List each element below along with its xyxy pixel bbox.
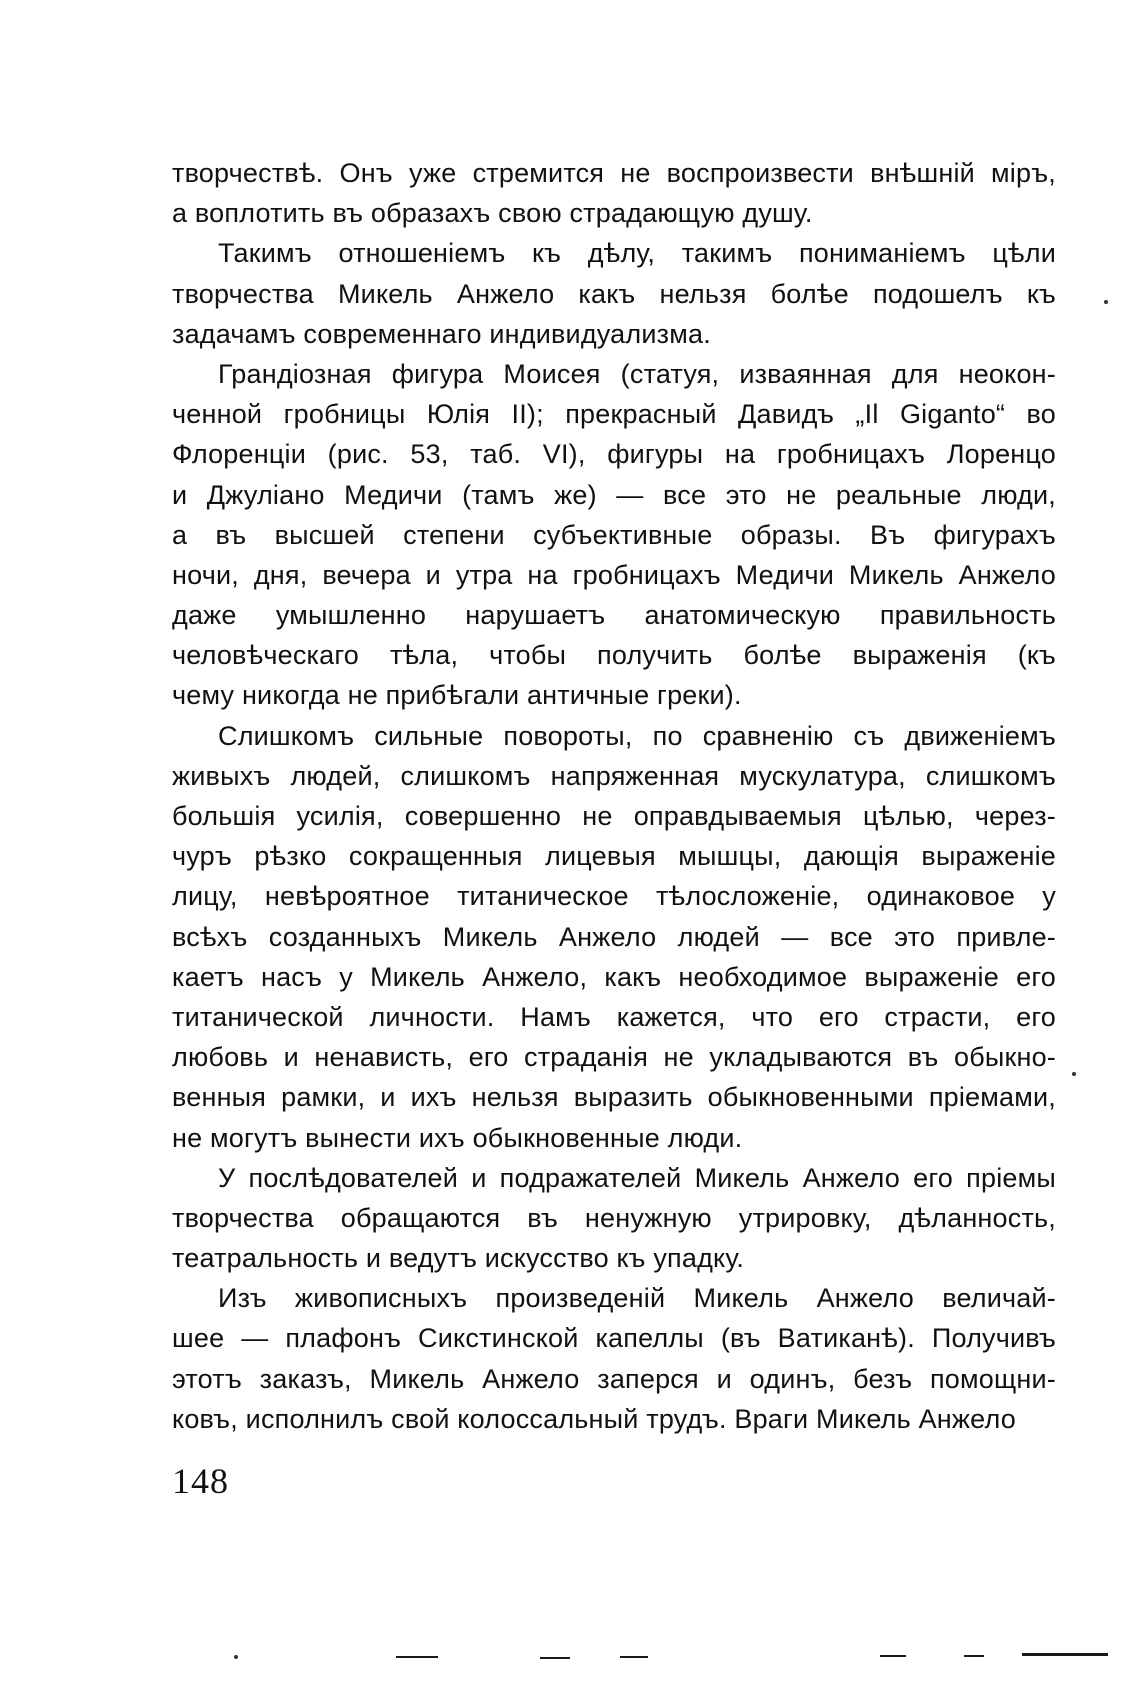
text-line: Изъ живописныхъ произведеній Микель Анжело величай-: [218, 1283, 1056, 1314]
text-line: даже умышленно нарушаетъ анатомическую правильность: [172, 600, 1056, 631]
scan-artifact: [1022, 1653, 1108, 1656]
text-line: творчествѣ. Онъ уже стремится не воспроизвести внѣшній міръ,: [172, 158, 1056, 188]
scan-artifact: [540, 1657, 570, 1659]
text-line: живыхъ людей, слишкомъ напряженная мускулатура, слишкомъ: [172, 760, 1056, 791]
text-line: венныя рамки, и ихъ нельзя выразить обыкновенными пріемами,: [172, 1082, 1056, 1113]
text-line: этотъ заказъ, Микель Анжело заперся и одинъ, безъ помощни-: [172, 1363, 1056, 1394]
paragraph: [172, 1158, 1056, 1279]
text-line: чуръ рѣзко сокращенныя лицевыя мышцы, дающія выраженіе: [172, 841, 1056, 872]
text-line: Такимъ отношеніемъ къ дѣлу, такимъ пониманіемъ цѣли: [218, 238, 1056, 269]
text-line: творчества обращаются въ ненужную утрировку, дѣланность,: [172, 1202, 1056, 1233]
paragraph: [172, 716, 1056, 1158]
text-line: всѣхъ созданныхъ Микель Анжело людей — все это привле-: [172, 921, 1056, 952]
text-line: любовь и ненависть, его страданія не укладываются въ обыкно-: [172, 1042, 1056, 1073]
scan-artifact: [620, 1656, 648, 1658]
text-line: театральность и ведутъ искусство къ упадку.: [172, 1243, 745, 1274]
text-line: ковъ, исполнилъ свой колоссальный трудъ. Враги Микель Анжело: [172, 1403, 1016, 1434]
text-line: лицу, невѣроятное титаническое тѣлосложеніе, одинаковое у: [172, 881, 1056, 912]
paragraph: [172, 233, 1056, 354]
text-line: ченной гробницы Юлія II); прекрасный Давидъ „Il Giganto“ во: [172, 399, 1056, 430]
scan-artifact: [1104, 300, 1108, 304]
scan-artifact: [964, 1655, 984, 1657]
scan-artifact: [880, 1655, 906, 1657]
text-line: и Джуліано Медичи (тамъ же) — все это не реальные люди,: [172, 479, 1056, 510]
text-line: чему никогда не прибѣгали античные греки).: [172, 680, 742, 711]
text-line: каетъ насъ у Микель Анжело, какъ необходимое выраженіе его: [172, 961, 1056, 992]
text-line: Слишкомъ сильные повороты, по сравненію съ движеніемъ: [218, 720, 1056, 751]
body-text: [172, 153, 1056, 1439]
paragraph: [172, 354, 1056, 716]
text-line: титанической личности. Намъ кажется, что его страсти, его: [172, 1001, 1056, 1032]
scan-artifact: [1072, 1072, 1076, 1076]
page-number: 148: [172, 1461, 229, 1501]
text-line: человѣческаго тѣла, чтобы получить болѣе выраженія (къ: [172, 640, 1056, 671]
text-line: большія усилія, совершенно не оправдываемыя цѣлью, через-: [172, 801, 1056, 831]
text-line: У послѣдователей и подражателей Микель Анжело его пріемы: [218, 1162, 1056, 1193]
text-line: не могутъ вынести ихъ обыкновенные люди.: [172, 1122, 743, 1153]
text-line: Флоренціи (рис. 53, таб. VI), фигуры на гробницахъ Лоренцо: [172, 439, 1056, 470]
text-line: ночи, дня, вечера и утра на гробницахъ Медичи Микель Анжело: [172, 559, 1056, 590]
text-line: Грандіозная фигура Моисея (статуя, изваянная для неокон-: [218, 358, 1056, 389]
paragraph: [172, 153, 1056, 233]
text-line: творчества Микель Анжело какъ нельзя болѣе подошелъ къ: [172, 278, 1056, 309]
text-line: а воплотить въ образахъ свою страдающую душу.: [172, 198, 813, 229]
scan-artifact: [396, 1656, 438, 1658]
paragraph: [172, 1278, 1056, 1439]
text-line: а въ высшей степени субъективные образы. Въ фигурахъ: [172, 519, 1056, 550]
text-line: задачамъ современнаго индивидуализма.: [172, 318, 711, 349]
text-line: шее — плафонъ Сикстинской капеллы (въ Ватиканѣ). Получивъ: [172, 1323, 1056, 1354]
scan-artifact: [234, 1655, 238, 1659]
